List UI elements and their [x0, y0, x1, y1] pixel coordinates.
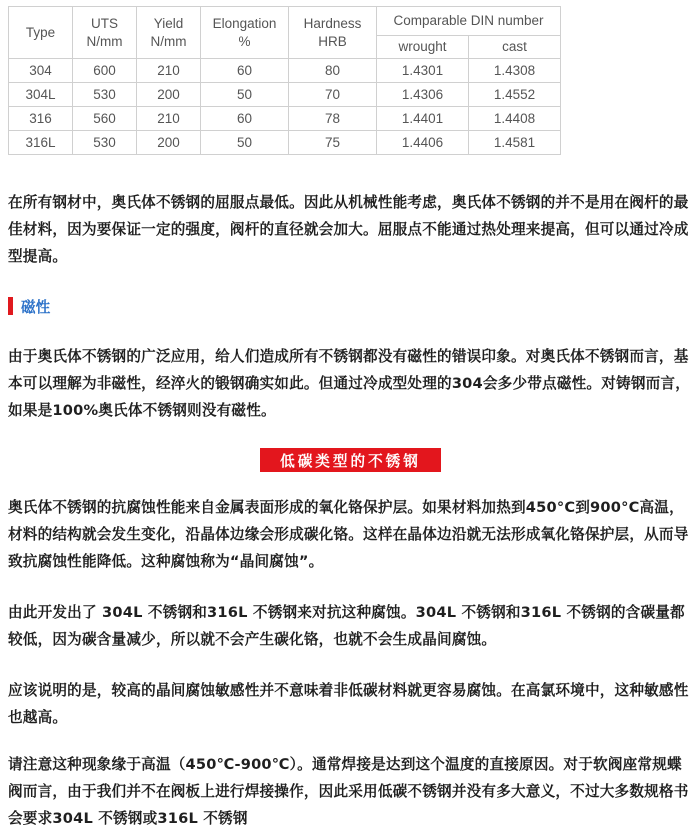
- header-elongation-label: Elongation: [212, 15, 277, 31]
- cell-type: 316: [9, 107, 73, 131]
- cell-type: 304: [9, 59, 73, 83]
- section-banner-low-carbon: 低碳类型的不锈钢: [260, 448, 441, 472]
- header-hardness-label: Hardness: [303, 15, 362, 31]
- header-uts: [73, 7, 137, 59]
- cell-uts: 600: [73, 59, 137, 83]
- cell-hardness: 70: [289, 83, 377, 107]
- cell-hardness: 80: [289, 59, 377, 83]
- properties-table: [8, 6, 561, 155]
- paragraph-magnetism: 由于奥氏体不锈钢的广泛应用，给人们造成所有不锈钢都没有磁性的错误印象。对奥氏体不锈钢而言，基本可以理解为非磁性，经淬火的锻钢确实如此。但通过冷成型处理的304会多少带点磁性。对铸钢而言，如果是100%奥氏体不锈钢则没有磁性。: [8, 348, 690, 419]
- cell-uts: 560: [73, 107, 137, 131]
- header-yield-label: Yield: [153, 15, 184, 31]
- cell-elongation: 60: [201, 107, 289, 131]
- header-cast: cast: [469, 36, 561, 59]
- header-uts-label: UTS: [91, 15, 118, 31]
- cell-type: 304L: [9, 83, 73, 107]
- paragraph-sensitivity: 应该说明的是，较高的晶间腐蚀敏感性并不意味着非低碳材料就更容易腐蚀。在高氯环境中，这种敏感性也越高。: [8, 682, 689, 726]
- cell-elongation: 60: [201, 59, 289, 83]
- table-row: [9, 83, 561, 107]
- header-din: Comparable DIN number: [377, 7, 561, 36]
- cell-wrought: 1.4401: [377, 107, 469, 131]
- paragraph-low-carbon-grades: 由此开发出了 304L 不锈钢和316L 不锈钢来对抗这种腐蚀。304L 不锈钢和316L 不锈钢的含碳量都较低，因为碳含量减少，所以就不会产生碳化铬，也就不会生成晶间腐蚀。: [8, 604, 685, 648]
- heading-magnetism-text: 磁性: [21, 298, 51, 316]
- cell-elongation: 50: [201, 83, 289, 107]
- table-row: [9, 107, 561, 131]
- paragraph-yield-point: 在所有钢材中，奥氏体不锈钢的屈服点最低。因此从机械性能考虑，奥氏体不锈钢的并不是用在阀杆的最佳材料，因为要保证一定的强度，阀杆的直径就会加大。屈服点不能通过热处理来提高，但可以通过冷成型提高。: [8, 194, 689, 265]
- paragraph-corrosion: 奥氏体不锈钢的抗腐蚀性能来自金属表面形成的氧化铬保护层。如果材料加热到450°C到900°C高温，材料的结构就会发生变化，沿晶体边缘会形成碳化铬。这样在晶体边沿就无法形成氧化铬保护层，从而导致抗腐蚀性能降低。这种腐蚀称为“晶间腐蚀”。: [8, 499, 689, 570]
- header-elongation: [201, 7, 289, 59]
- cell-cast: 1.4552: [469, 83, 561, 107]
- cell-hardness: 75: [289, 131, 377, 155]
- cell-elongation: 50: [201, 131, 289, 155]
- table-row: [9, 131, 561, 155]
- cell-yield: 210: [137, 59, 201, 83]
- cell-yield: 200: [137, 83, 201, 107]
- cell-wrought: 1.4406: [377, 131, 469, 155]
- cell-cast: 1.4308: [469, 59, 561, 83]
- cell-wrought: 1.4301: [377, 59, 469, 83]
- header-type: Type: [9, 7, 73, 59]
- table-row: [9, 59, 561, 83]
- cell-uts: 530: [73, 83, 137, 107]
- paragraph-welding: 请注意这种现象缘于高温（450℃-900℃）。通常焊接是达到这个温度的直接原因。对于软阀座常规蝶阀而言，由于我们并不在阀板上进行焊接操作，因此采用低碳不锈钢并没有多大意义，不过大多数规格书会要求304L 不锈钢或316L 不锈钢: [8, 756, 689, 827]
- properties-table-container: [8, 6, 561, 155]
- header-hardness-unit: HRB: [318, 33, 347, 49]
- header-uts-unit: N/mm: [86, 33, 123, 49]
- header-hardness: [289, 7, 377, 59]
- cell-yield: 210: [137, 107, 201, 131]
- cell-wrought: 1.4306: [377, 83, 469, 107]
- cell-yield: 200: [137, 131, 201, 155]
- cell-cast: 1.4408: [469, 107, 561, 131]
- header-yield-unit: N/mm: [150, 33, 187, 49]
- table-header-row: [9, 7, 561, 36]
- cell-uts: 530: [73, 131, 137, 155]
- header-yield: [137, 7, 201, 59]
- header-elongation-unit: %: [238, 33, 251, 49]
- section-heading-magnetism: [8, 295, 50, 317]
- heading-marker-bar: [8, 297, 13, 315]
- cell-cast: 1.4581: [469, 131, 561, 155]
- header-wrought: wrought: [377, 36, 469, 59]
- cell-hardness: 78: [289, 107, 377, 131]
- cell-type: 316L: [9, 131, 73, 155]
